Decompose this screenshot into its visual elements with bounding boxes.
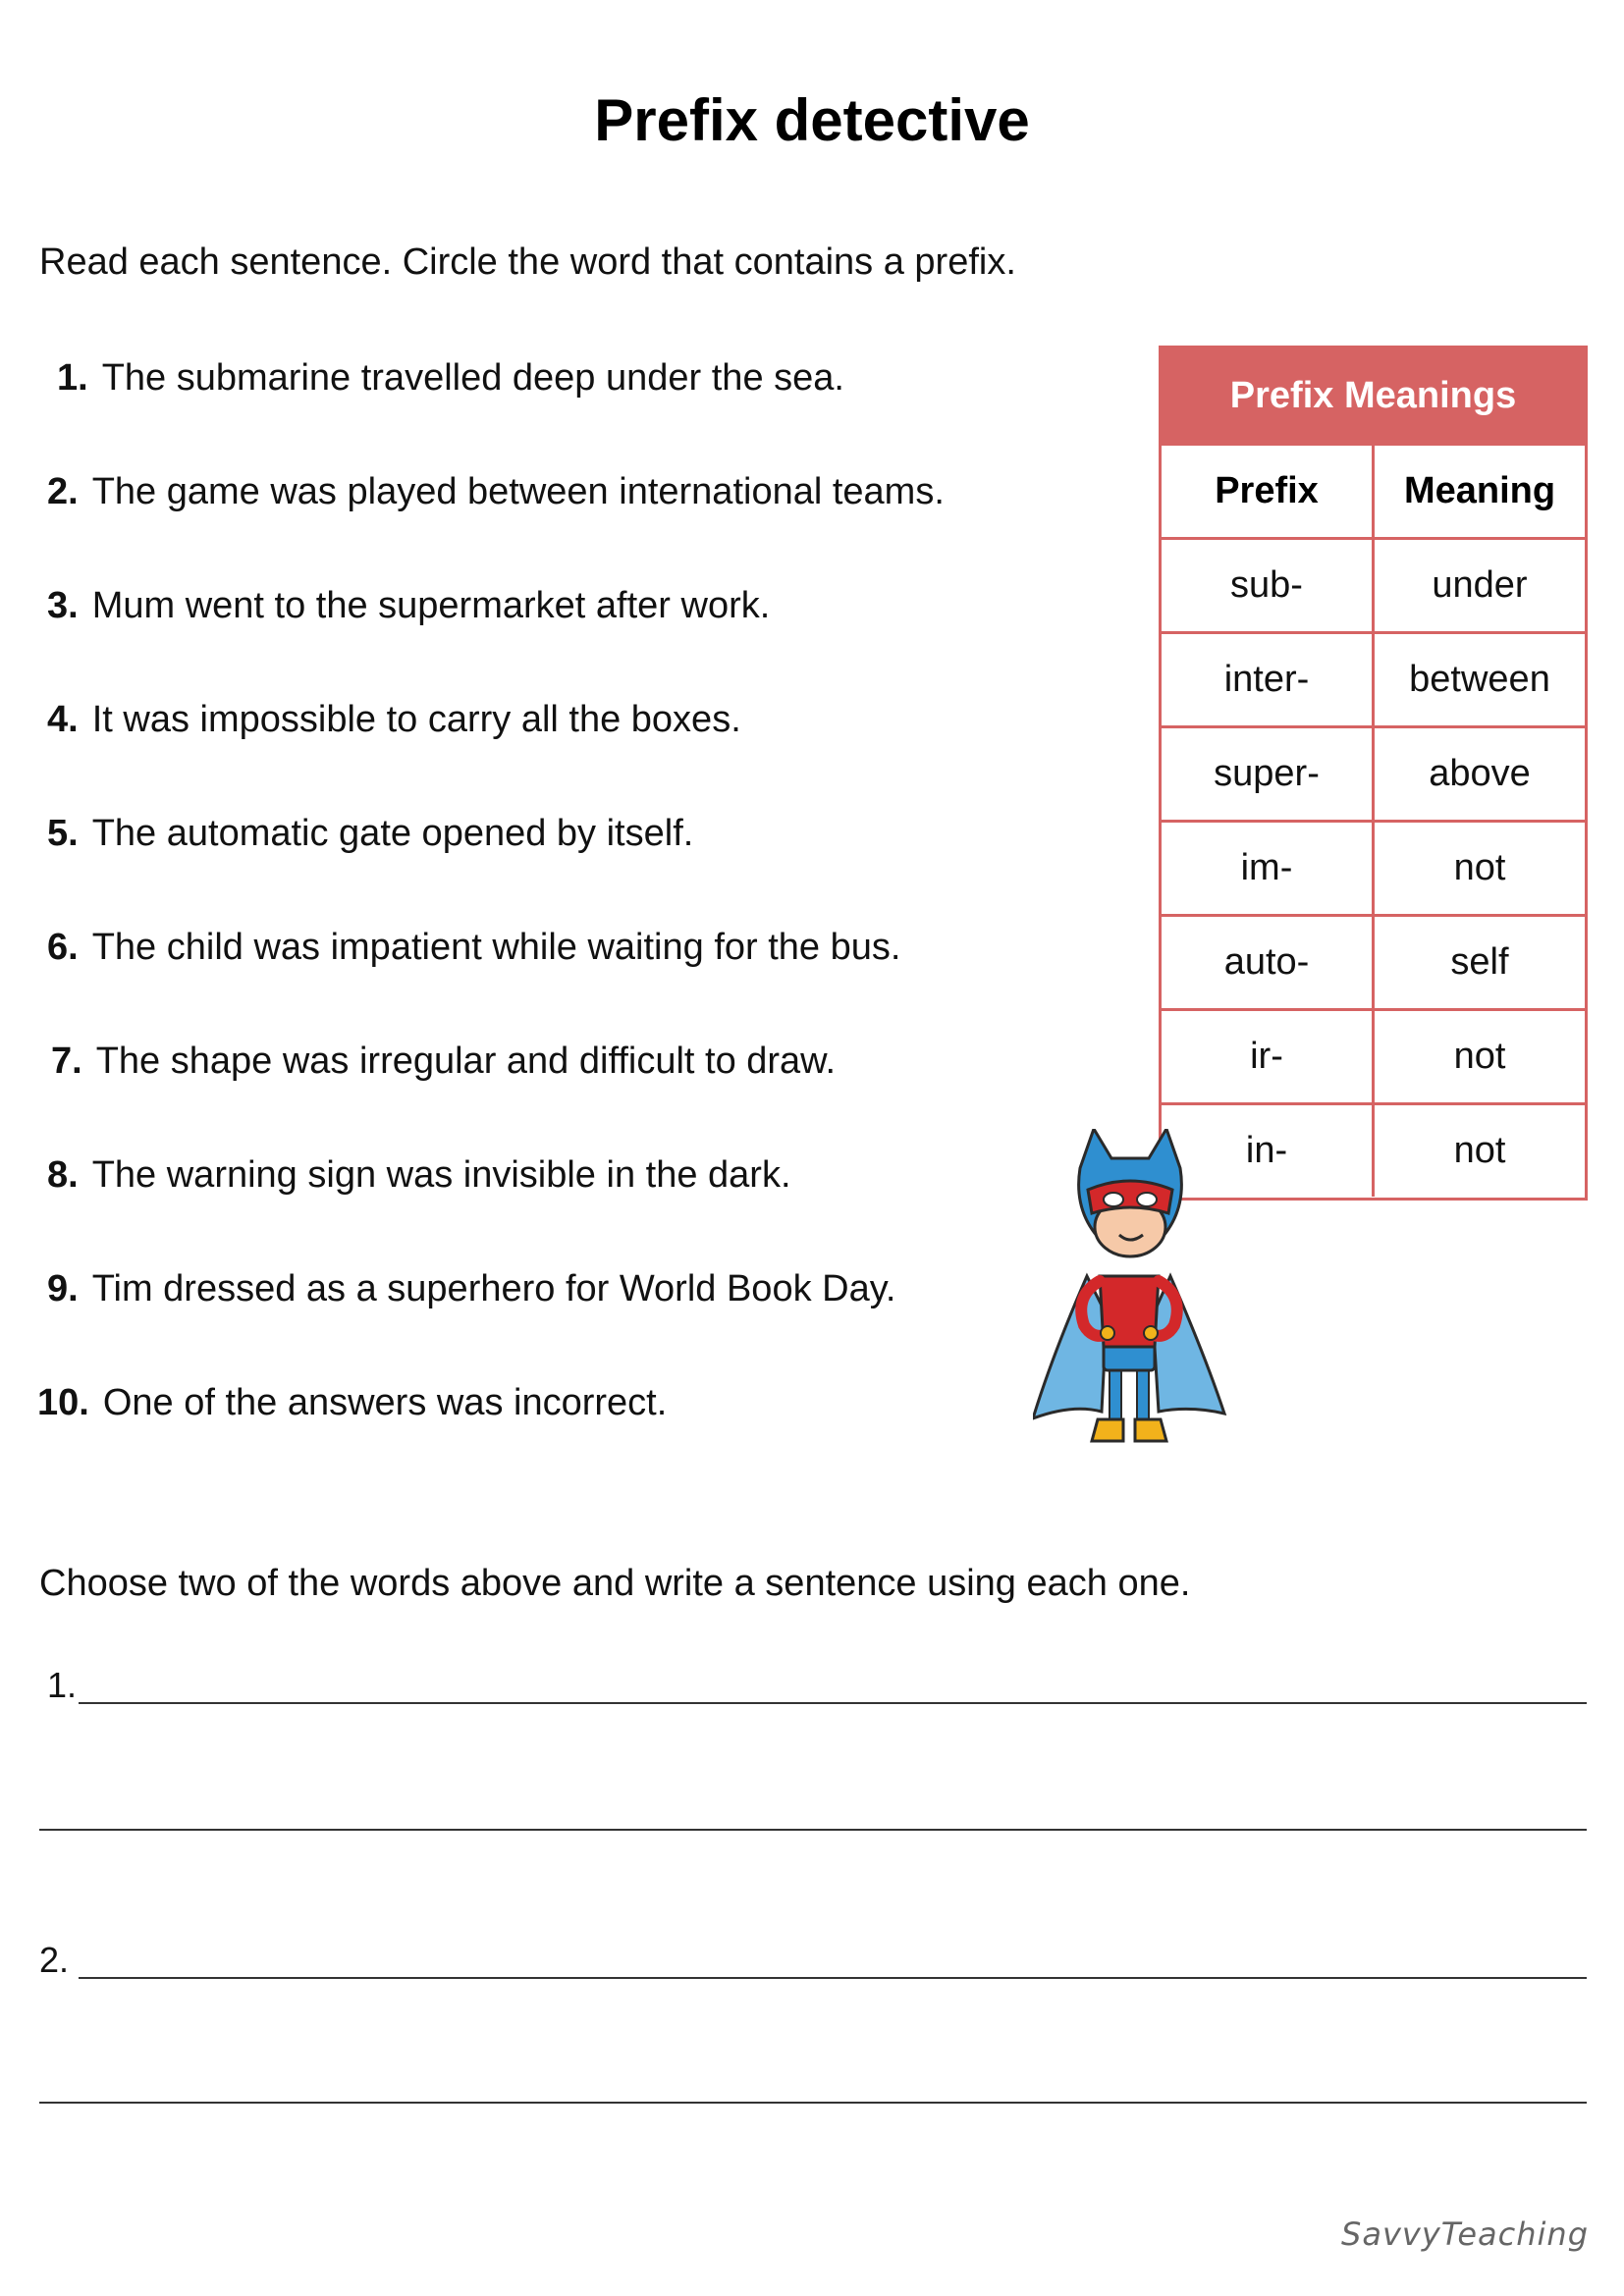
sentence-text: The child was impatient while waiting for the bus. bbox=[91, 927, 901, 968]
sentence-text: It was impossible to carry all the boxes. bbox=[91, 699, 741, 740]
meaning-cell: under bbox=[1372, 540, 1585, 631]
sentence-text: The shape was irregular and difficult to draw. bbox=[95, 1041, 837, 1082]
cape-right bbox=[1153, 1276, 1224, 1414]
sentence-number: 5. bbox=[47, 813, 79, 854]
sentence-item bbox=[57, 357, 844, 400]
sentence-text: The automatic gate opened by itself. bbox=[91, 813, 694, 854]
write-line-number: 1. bbox=[47, 1665, 78, 1705]
meaning-cell: not bbox=[1372, 823, 1585, 914]
meaning-cell: self bbox=[1372, 917, 1585, 1008]
sentence-number: 7. bbox=[51, 1041, 82, 1082]
sentence-item bbox=[47, 471, 945, 513]
sentence-number: 8. bbox=[47, 1154, 79, 1196]
sentence-number: 3. bbox=[47, 585, 79, 626]
sentence-number: 2. bbox=[47, 471, 79, 512]
cape-left bbox=[1033, 1276, 1107, 1418]
sentence-item bbox=[47, 1268, 895, 1310]
sentence-item bbox=[47, 585, 770, 627]
sentence-number: 1. bbox=[57, 357, 88, 399]
table-title: Prefix Meanings bbox=[1162, 348, 1585, 443]
table-row bbox=[1162, 1008, 1585, 1102]
sentence-number: 6. bbox=[47, 927, 79, 968]
prefix-meanings-table bbox=[1159, 346, 1588, 1201]
sentence-text: Tim dressed as a superhero for World Book Day. bbox=[91, 1268, 896, 1309]
sentence-text: The game was played between international teams. bbox=[91, 471, 945, 512]
sentence-item bbox=[47, 699, 741, 741]
table-row bbox=[1162, 725, 1585, 820]
prefix-cell: ir- bbox=[1250, 1036, 1283, 1077]
table-row bbox=[1162, 631, 1585, 725]
prefix-cell: auto- bbox=[1223, 941, 1310, 983]
meaning-cell: not bbox=[1372, 1105, 1585, 1197]
writing-line[interactable] bbox=[39, 2102, 1587, 2104]
sentence-item bbox=[51, 1041, 836, 1083]
writing-line[interactable] bbox=[79, 1977, 1587, 1979]
brand-logo: SavvyTeaching bbox=[1341, 2216, 1589, 2253]
sentence-item bbox=[37, 1382, 667, 1424]
sentence-text: The warning sign was invisible in the dark. bbox=[91, 1154, 791, 1196]
prefix-cell: sub- bbox=[1230, 564, 1303, 606]
prefix-cell: inter- bbox=[1223, 659, 1310, 700]
table-row bbox=[1162, 914, 1585, 1008]
instruction-write-sentences: Choose two of the words above and write a sentence using each one. bbox=[39, 1563, 1191, 1604]
write-line-number: 2. bbox=[39, 1940, 70, 1980]
meaning-cell: between bbox=[1372, 634, 1585, 725]
meaning-cell: not bbox=[1372, 1011, 1585, 1102]
meaning-cell: above bbox=[1372, 728, 1585, 820]
page-title: Prefix detective bbox=[594, 87, 1030, 153]
sentence-item bbox=[47, 1154, 791, 1197]
table-row bbox=[1162, 537, 1585, 631]
superhero-illustration bbox=[1033, 1129, 1229, 1453]
prefix-cell: in- bbox=[1245, 1130, 1288, 1171]
sentence-text: Mum went to the supermarket after work. bbox=[91, 585, 771, 626]
prefix-cell: super- bbox=[1214, 753, 1320, 794]
column-header-prefix: Prefix bbox=[1215, 470, 1319, 511]
sentence-number: 4. bbox=[47, 699, 79, 740]
table-row bbox=[1162, 820, 1585, 914]
writing-line[interactable] bbox=[39, 1829, 1587, 1831]
instruction-circle: Read each sentence. Circle the word that contains a prefix. bbox=[39, 241, 1016, 283]
sentence-number: 10. bbox=[37, 1382, 89, 1423]
column-header-meaning: Meaning bbox=[1372, 446, 1585, 537]
sentence-text: One of the answers was incorrect. bbox=[102, 1382, 668, 1423]
sentence-text: The submarine travelled deep under the sea. bbox=[101, 357, 844, 399]
writing-line[interactable] bbox=[79, 1702, 1587, 1704]
sentence-item bbox=[47, 813, 693, 855]
table-header-row bbox=[1162, 443, 1585, 537]
prefix-cell: im- bbox=[1240, 847, 1293, 888]
sentence-number: 9. bbox=[47, 1268, 79, 1309]
sentence-item bbox=[47, 927, 900, 969]
